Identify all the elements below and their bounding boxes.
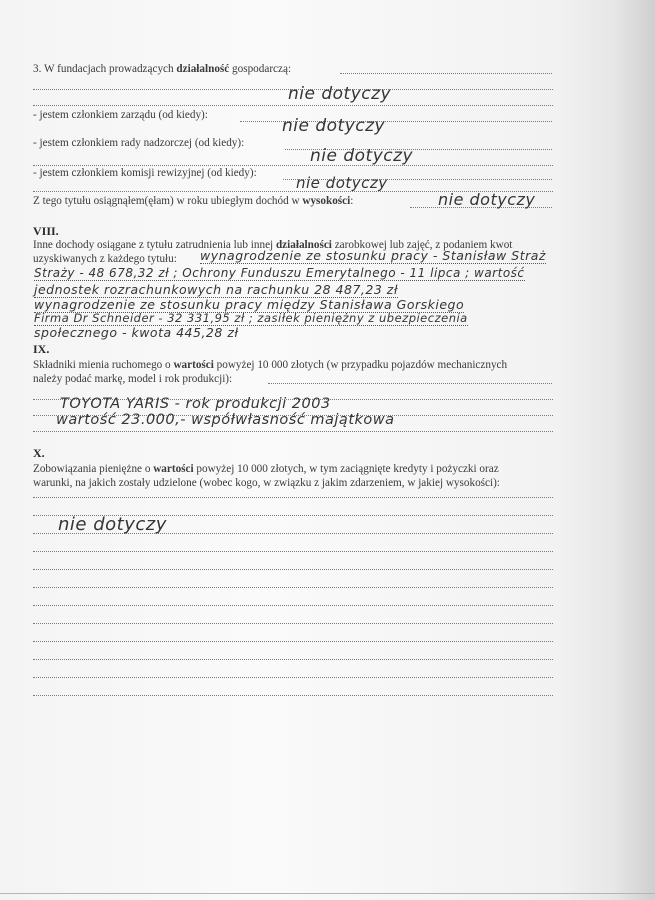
section8-handwriting-2: Straży - 48 678,32 zł ; Ochrony Funduszu Emerytalnego - 11 lipca ; wartość bbox=[34, 266, 525, 280]
dotted-line bbox=[33, 568, 553, 570]
section9-prompt-line2: należy podać markę, model i rok produkcji): bbox=[33, 373, 233, 385]
income-label bbox=[33, 194, 353, 208]
dotted-line bbox=[33, 430, 553, 432]
section9-heading: IX. bbox=[33, 342, 50, 356]
dotted-line bbox=[340, 72, 552, 74]
section8-handwriting-5: Firma Dr Schneider - 32 331,95 zł ; zasiłek pieniężny z ubezpieczenia bbox=[34, 311, 468, 325]
income-label-bold: wysokości bbox=[302, 195, 351, 207]
section9-handwriting-2: wartość 23.000,- współwłasność majątkowa bbox=[56, 412, 395, 428]
section8-handwriting-4: wynagrodzenie ze stosunku pracy między Stanisława Gorskiego bbox=[34, 297, 465, 312]
section8-heading: VIII. bbox=[33, 224, 59, 238]
dotted-line bbox=[33, 640, 553, 642]
section3-prompt-end: gospodarczą: bbox=[229, 63, 292, 75]
section10-heading: X. bbox=[33, 446, 45, 460]
section10-answer: nie dotyczy bbox=[58, 514, 167, 535]
section9-prompt-end: powyżej 10 000 złotych (w przypadku pojazdów mechanicznych bbox=[213, 359, 508, 371]
section8-handwriting-6: społecznego - kwota 445,28 zł bbox=[34, 325, 239, 340]
dotted-line bbox=[33, 658, 553, 660]
dotted-line bbox=[33, 550, 553, 552]
section9-handwriting-1: TOYOTA YARIS - rok produkcji 2003 bbox=[60, 396, 331, 412]
section10-prompt-line2: warunki, na jakich zostały udzielone (wobec kogo, w związku z jakim zdarzeniem, w jakiej wysokości): bbox=[33, 477, 500, 489]
section10-prompt bbox=[33, 462, 499, 476]
supervisory-label: - jestem członkiem rady nadzorczej (od kiedy): bbox=[33, 137, 245, 149]
dotted-line bbox=[33, 586, 553, 588]
dotted-line bbox=[33, 622, 553, 624]
dotted-line bbox=[268, 382, 552, 384]
board-answer: nie dotyczy bbox=[282, 116, 386, 136]
section9-prompt-text: Składniki mienia ruchomego o bbox=[33, 359, 174, 371]
section3-prompt bbox=[33, 62, 291, 76]
dotted-line bbox=[33, 676, 553, 678]
section8-prompt-text: Inne dochody osiągane z tytułu zatrudnienia lub innej bbox=[33, 239, 276, 251]
section9-prompt-bold: wartości bbox=[173, 359, 214, 371]
section8-prompt-bold: działalności bbox=[275, 239, 332, 251]
income-label-text: Z tego tytułu osiągnąłem(ęłam) w roku ubiegłym dochód w bbox=[33, 195, 303, 207]
section3-answer: nie dotyczy bbox=[288, 84, 392, 104]
section10-prompt-bold: wartości bbox=[153, 463, 194, 475]
audit-label: - jestem członkiem komisji rewizyjnej (od kiedy): bbox=[33, 167, 257, 179]
dotted-line bbox=[33, 694, 553, 696]
scan-edge-shadow bbox=[615, 0, 655, 900]
income-label-end: : bbox=[350, 195, 354, 207]
section10-prompt-end: powyżej 10 000 złotych, w tym zaciągnięte kredyty i pożyczki oraz bbox=[193, 463, 499, 475]
dotted-line bbox=[33, 496, 553, 498]
audit-answer: nie dotyczy bbox=[296, 174, 388, 192]
dotted-line bbox=[33, 104, 553, 106]
section8-handwriting-1: wynagrodzenie ze stosunku pracy - Stanisław Straż bbox=[200, 248, 546, 263]
board-label: - jestem członkiem zarządu (od kiedy): bbox=[33, 109, 208, 121]
scan-bottom-edge bbox=[0, 893, 655, 894]
section3-prompt-bold: działalność bbox=[176, 63, 230, 75]
section10-prompt-text: Zobowiązania pieniężne o bbox=[33, 463, 154, 475]
dotted-line bbox=[33, 604, 553, 606]
section3-prompt-text: 3. W fundacjach prowadzących bbox=[33, 63, 177, 75]
income-answer: nie dotyczy bbox=[438, 190, 536, 209]
section9-prompt bbox=[33, 358, 507, 372]
section8-prompt-line2: uzyskiwanych z każdego tytułu: bbox=[33, 253, 177, 265]
section8-prompt-end: zarobkowej lub zajęć, z podaniem kwot bbox=[331, 239, 513, 251]
section8-handwriting-3: jednostek rozrachunkowych na rachunku 28 487,23 zł bbox=[34, 282, 398, 297]
supervisory-answer: nie dotyczy bbox=[310, 146, 414, 166]
